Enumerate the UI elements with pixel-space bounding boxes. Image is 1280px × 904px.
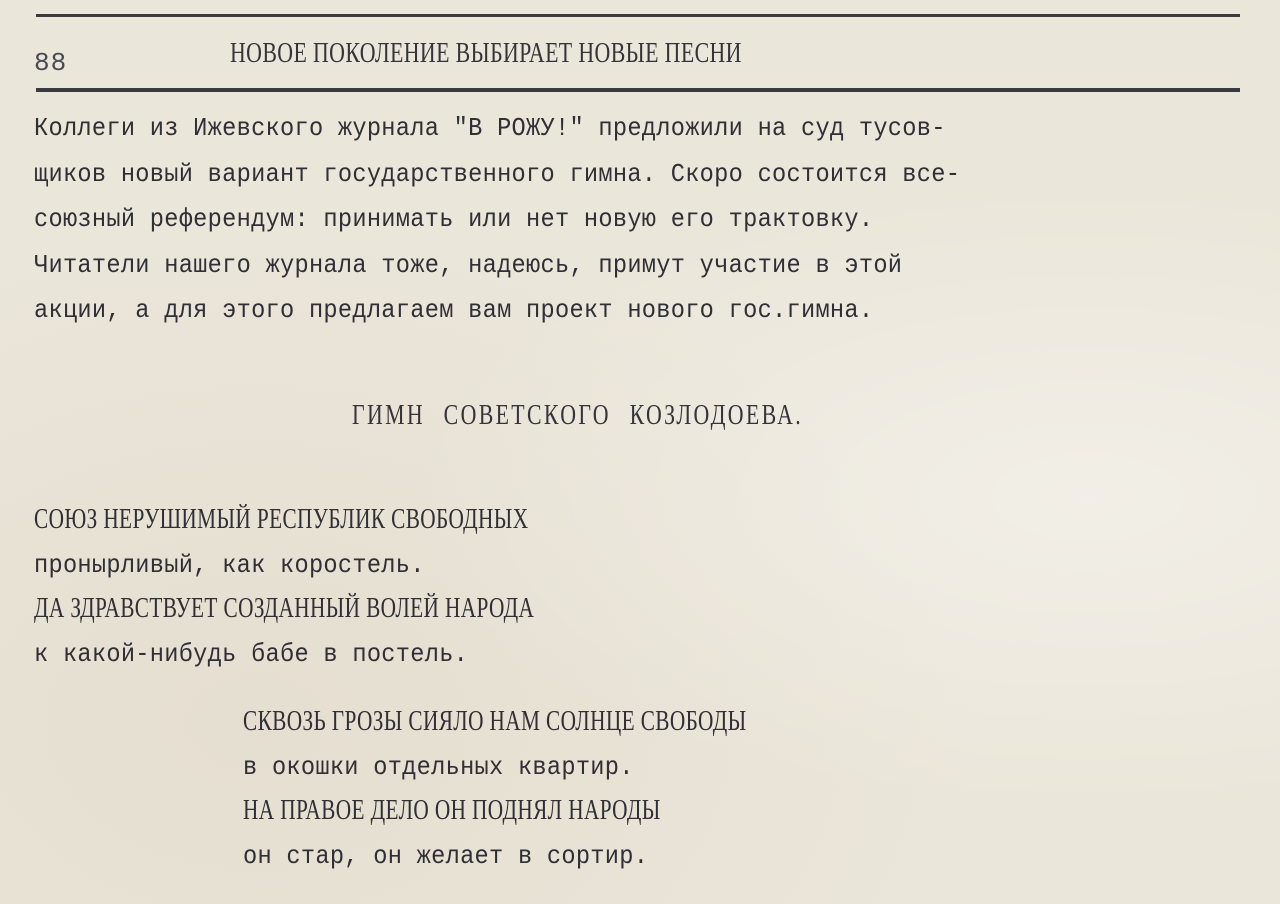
hymn-stanza-2 <box>243 700 906 878</box>
verse-line: пронырливый, как коростель. <box>34 549 425 580</box>
verse-line: в окошки отдельных квартир. <box>243 751 634 782</box>
page-number: 88 <box>34 48 68 78</box>
verse-line: СКВОЗЬ ГРОЗЫ СИЯЛО НАМ СОЛНЦЕ СВОБОДЫ <box>243 706 747 737</box>
intro-paragraph <box>34 106 1234 334</box>
verse-line: НА ПРАВОЕ ДЕЛО ОН ПОДНЯЛ НАРОДЫ <box>243 795 661 826</box>
header-top-rule <box>36 14 1240 17</box>
verse-line: СОЮЗ НЕРУШИМЫЙ РЕСПУБЛИК СВОБОДНЫХ <box>34 504 529 535</box>
intro-line: союзный референдум: принимать или нет новую его трактовку. <box>34 204 874 234</box>
intro-line: Читатели нашего журнала тоже, надеюсь, примут участие в этой <box>34 249 903 280</box>
intro-line: Коллеги из Ижевского журнала "В РОЖУ!" предложили на суд тусов- <box>34 113 946 143</box>
page-header-title: НОВОЕ ПОКОЛЕНИЕ ВЫБИРАЕТ НОВЫЕ ПЕСНИ <box>230 38 742 69</box>
verse-line: к какой-нибудь бабе в постель. <box>34 638 469 669</box>
hymn-title: ГИМН СОВЕТСКОГО КОЗЛОДОЕВА. <box>352 400 804 431</box>
hymn-stanza-1 <box>34 498 692 676</box>
verse-line: он стар, он желает в сортир. <box>243 840 649 871</box>
header-bottom-rule <box>36 88 1240 92</box>
intro-line: акции, а для этого предлагаем вам проект нового гос.гимна. <box>34 295 874 325</box>
verse-line: ДА ЗДРАВСТВУЕТ СОЗДАННЫЙ ВОЛЕЙ НАРОДА <box>34 593 535 624</box>
intro-line: щиков новый вариант государственного гимна. Скоро состоится все- <box>34 158 961 189</box>
